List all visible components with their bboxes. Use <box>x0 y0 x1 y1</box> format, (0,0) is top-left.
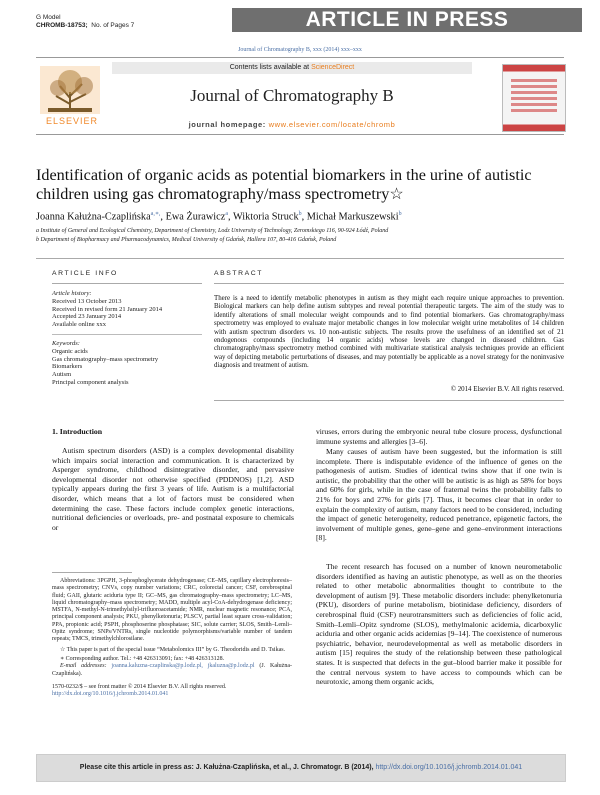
journal-cover-icon <box>502 64 566 132</box>
doi-link[interactable]: http://dx.doi.org/10.1016/j.jchromb.2014.01.041 <box>52 691 169 698</box>
journal-title: Journal of Chromatography B <box>190 86 394 105</box>
homepage-label: journal homepage: <box>188 120 269 129</box>
divider <box>52 283 202 284</box>
divider <box>36 258 564 259</box>
history-item: Accepted 23 January 2014 <box>52 313 122 321</box>
email-link[interactable]: joanna.kaluzna-czaplinska@p.lodz.pl, jkaluzna@p.lodz.pl <box>111 663 255 670</box>
footnotes <box>52 578 292 698</box>
history-item: Received in revised form 21 January 2014 <box>52 305 163 313</box>
history-item: Received 13 October 2013 <box>52 297 122 305</box>
author-superscript: b <box>398 211 402 217</box>
email-label: E-mail addresses: <box>60 663 107 670</box>
masthead <box>36 57 564 135</box>
intro-paragraph: Many causes of autism have been suggested, but the information is still incomplete. There is indisputable evidence of the influence of genes on the pathogenesis of autism. Studies of identical twins show that if one twin is autistic, the probability that the other will be autistic is as high as 58% for boys and 60% for girls, while in the case of fraternal twins the probability falls to 21% for boys and 27% for girls [7]. Thus, it becomes clear that in order to explain the complexity of autism, many factors need to be considered, including the impact of genetic heterogeneity, reduced penetrance, epigenetic factors, the involvement of multiple genes, gene–gene and gene–environment interactions [8]. <box>316 447 562 543</box>
intro-paragraph: Autism spectrum disorders (ASD) is a complex developmental disability which impairs social interaction and communication. It is characterized by Asperger syndrome, childhood disintegrative disorder, and pervasive developmental disorder not otherwise specified (PDDNOS) [1,2]. ASD typically appears during the first 3 years of life. Autism is a multifactorial disorder, which means that a lot of factors must be considered when determining the case. These factors include complex genetic interactions, nutritional deficiencies or overloads, pre- and postnatal exposure to chemicals or <box>52 446 294 532</box>
footer-doi-link[interactable]: http://dx.doi.org/10.1016/j.jchromb.2014.01.041 <box>375 764 523 771</box>
article-in-press-banner: ARTICLE IN PRESS <box>232 8 582 32</box>
author-superscript: a <box>225 211 228 217</box>
keywords-label: Keywords: <box>52 339 80 347</box>
sciencedirect-link[interactable]: ScienceDirect <box>311 64 355 71</box>
author-superscript: a,∗, <box>150 211 161 217</box>
journal-citation: Journal of Chromatography B, xxx (2014) xxx–xxx <box>238 47 362 53</box>
model-label: G Model <box>36 14 61 21</box>
divider <box>52 334 202 335</box>
doc-code-line <box>36 22 134 30</box>
affiliation: a Institute of General and Ecological Chemistry, Department of Chemistry, Lodz University of Technology, Zeromskiego 116, 90-924 Łódź, Poland <box>36 228 389 234</box>
article-title: Identification of organic acids as potential biomarkers in the urine of autistic children using gas chromatography/mass spectrometry☆ <box>36 166 532 203</box>
article-info-heading: ARTICLE INFO <box>52 270 118 277</box>
email-footnote <box>52 663 292 678</box>
history-item: Available online xxx <box>52 321 107 329</box>
abstract-heading: ABSTRACT <box>214 270 264 277</box>
author[interactable]: Michał Markuszewski <box>306 211 399 223</box>
intro-paragraph: The recent research has focused on a number of known neurometabolic disorders identified as having an autistic phenotype, as well as on the theories related to other metabolic abnormalities thought to contribute to the development of autism [9]. These metabolic disorders include: phenylketonuria (PKU), disorders of purine metabolism, biotinidase deficiency, disorders of cerebrospinal fluid (CSF) neurotransmitters such as deficiencies of folic acid, Smith–Lemli–Opitz syndrome (SLOS), methylmalonic acidemia, dicarboxylic aciduria and other organic acids acidemias [9–14]. The coexistence of numerous psychiatric, behavior, neurodevelopmental as well as metabolic disorders in autism [15] requires the study of the relationship between these pathological states. It is suspected that defects in the gut–blood barrier make it possible for the central nervous system to have access to compounds which can be neurotoxic, among them organic acids, <box>316 562 562 687</box>
publisher-name: ELSEVIER <box>46 116 99 126</box>
keyword: Biomarkers <box>52 363 83 371</box>
author-superscript: b <box>298 211 302 217</box>
affiliation: b Department of Biopharmacy and Pharmacodynamics, Medical University of Gdańsk, Hallera 107, 80-416 Gdańsk, Poland <box>36 237 337 243</box>
history-label: Article history: <box>52 290 92 297</box>
citation-footer <box>36 754 566 782</box>
header-meta <box>36 14 134 30</box>
author[interactable]: Ewa Żurawicz <box>165 211 226 223</box>
keyword: Organic acids <box>52 347 88 355</box>
author[interactable]: Joanna Kałużna-Czaplińska <box>36 211 151 223</box>
contents-bar <box>112 62 472 74</box>
issn-line: 1570-0232/$ – see front matter © 2014 Elsevier B.V. All rights reserved. <box>52 683 227 690</box>
email-note: (J. Kałużna-Czaplińska). <box>52 663 293 677</box>
divider <box>214 400 564 401</box>
article-info <box>52 290 212 387</box>
author[interactable]: Wiktoria Struck <box>232 211 299 223</box>
footnote-divider <box>52 572 132 573</box>
divider <box>214 283 564 284</box>
footer-prefix: Please cite this article in press as: J. Kałużna-Czaplińska, et al., J. Chromatogr. B (2014), <box>79 764 376 771</box>
journal-homepage <box>112 120 472 129</box>
section-heading: 1. Introduction <box>52 427 103 436</box>
homepage-link[interactable]: www.elsevier.com/locate/chromb <box>268 120 396 129</box>
page-count: No. of Pages 7 <box>91 22 135 29</box>
doc-code: CHROMB-18753; <box>36 22 88 29</box>
corresponding-author-footnote: ∗ Corresponding author. Tel.: +48 426313091; fax: +48 426313128. <box>60 655 225 662</box>
abstract-body: There is a need to identify metabolic phenotypes in autism as they might each require unique approaches to prevention. Biological markers can help define autism subtypes and reveal potential therapeutic targets. The aim of the study was to identify alterations of small molecular weight compounds and to find potential biomarkers. Gas chromatography/mass spectrometry was employed to evaluate major metabolic changes in low molecular weight urine metabolites of 14 children with autism spectrum disorders vs. 10 non-autistic subjects. The results prove the usefulness of an identified set of 21 endogenous compounds (including 14 organic acids) whose levels are changed in diseased children. Gas chromatography/mass spectrometry method combined with multivariate statistical analysis techniques provide an efficient way of depicting metabolic perturbations of diseases, and may potentially be applicable as a novel strategy for the noninvasive diagnosis and treatment of autism. <box>214 295 564 370</box>
copyright: © 2014 Elsevier B.V. All rights reserved. <box>450 386 564 393</box>
intro-paragraph: viruses, errors during the embryonic neural tube closure process, dysfunctional immune systems and allergies [3–6]. <box>316 427 562 446</box>
abbreviations-footnote: Abbreviations: 3PGPH, 3-phosphoglycerate dehydrogenase; CE–MS, capillary electrophoresis–mass spectrometry; CNVs, copy number variations; CRC, colorectal cancer; CSF, cerebrospinal fluid; GAII, glutaric aciduria type II; GC–MS, gas chromatography–mass spectrometry; LC–MS, liquid chromatography–mass spectrometry; MADD, multiple acyl-CoA-dehydrogenase deficiency; MSTFA, N-methyl-N-trimethylsilyl-trifluoroacetamide; NMR, nuclear magnetic resonance; PCA, principal component analysis; PKU, phenylketonuria; PLSCV, partial least square cross-validation; PPA, propionic acid; PSPH, phosphoserine phosphatase; SIC, solute carrier; SLOS, Smith–Lemli–Opitz syndrome; SNPs/VNTRs, single nucleotide polymorphisms/variable number of tandem repeats; TMCS, trimethylchlorosilane. <box>52 578 292 643</box>
keyword: Principal component analysis <box>52 378 129 386</box>
special-issue-footnote: ☆ This paper is part of the special issue “Metabolomics III” by G. Theodoridis and D. Tsikas. <box>60 646 286 653</box>
keyword: Gas chromatography–mass spectrometry <box>52 355 159 363</box>
contents-prefix: Contents lists available at <box>229 64 312 71</box>
keyword: Autism <box>52 371 72 379</box>
author-list: Joanna Kałużna-Czaplińska$^{a,∗,}$, Ewa Żurawicz$^a$, Wiktoria Struck$^b$, Michał Markuszewski$^b$ <box>36 211 402 223</box>
